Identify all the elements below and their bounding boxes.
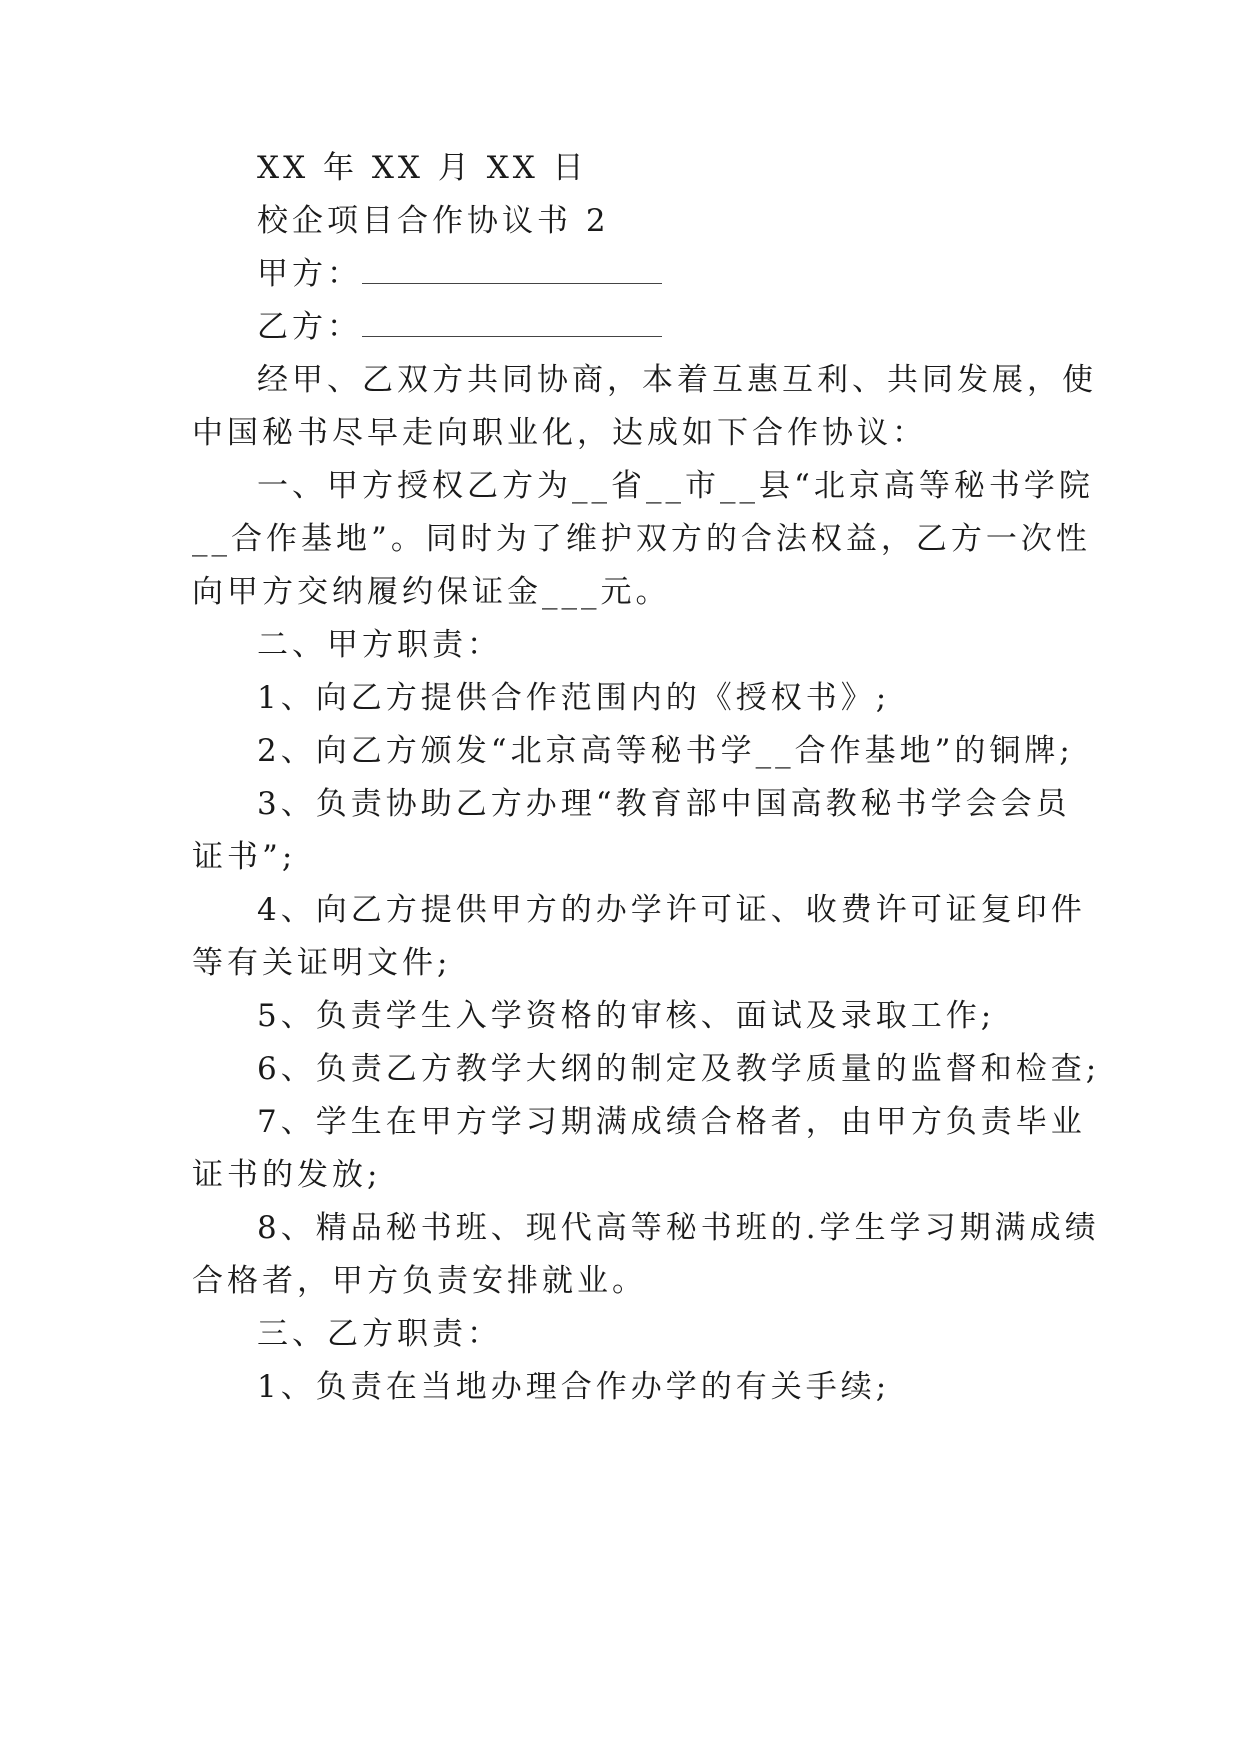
article2-item-continued: 证书”; <box>192 839 297 875</box>
article2-item: 7、学生在甲方学习期满成绩合格者，由甲方负责毕业 <box>257 1104 1086 1140</box>
party-a-label: 甲方： <box>257 256 362 292</box>
date-line: XX 年 XX 月 XX 日 <box>257 150 588 186</box>
article2-item-continued: 合格者，甲方负责安排就业。 <box>192 1263 647 1299</box>
party-a-blank <box>362 255 662 284</box>
article2-item: 3、负责协助乙方办理“教育部中国高教秘书学会会员 <box>257 786 1071 822</box>
article3-item: 1、负责在当地办理合作办学的有关手续; <box>257 1369 891 1405</box>
article2-item: 5、负责学生入学资格的审核、面试及录取工作; <box>257 998 996 1034</box>
article2-heading: 二、甲方职责： <box>257 627 502 663</box>
party-b-label: 乙方： <box>257 309 362 345</box>
preamble-line: 经甲、乙双方共同协商，本着互惠互利、共同发展，使 <box>257 362 1097 398</box>
article2-item: 6、负责乙方教学大纲的制定及教学质量的监督和检查; <box>257 1051 1101 1087</box>
article1-line: 向甲方交纳履约保证金___元。 <box>192 574 671 610</box>
document-title: 校企项目合作协议书 2 <box>257 203 610 239</box>
article2-item: 4、向乙方提供甲方的办学许可证、收费许可证复印件 <box>257 892 1086 928</box>
article3-heading: 三、乙方职责： <box>257 1316 502 1352</box>
article2-item-continued: 证书的发放; <box>192 1157 382 1193</box>
article1-line: __合作基地”。同时为了维护双方的合法权益，乙方一次性 <box>192 521 1091 557</box>
preamble-line: 中国秘书尽早走向职业化，达成如下合作协议： <box>192 415 927 451</box>
article2-item: 8、精品秘书班、现代高等秘书班的.学生学习期满成绩 <box>257 1210 1100 1246</box>
party-a-line <box>257 254 662 294</box>
article2-item: 2、向乙方颁发“北京高等秘书学__合作基地”的铜牌; <box>257 733 1074 769</box>
party-b-blank <box>362 308 662 337</box>
article1-line: 一、甲方授权乙方为__省__市__县“北京高等秘书学院 <box>257 468 1094 504</box>
article2-item-continued: 等有关证明文件; <box>192 945 452 981</box>
article2-item: 1、向乙方提供合作范围内的《授权书》; <box>257 680 891 716</box>
party-b-line <box>257 307 662 347</box>
